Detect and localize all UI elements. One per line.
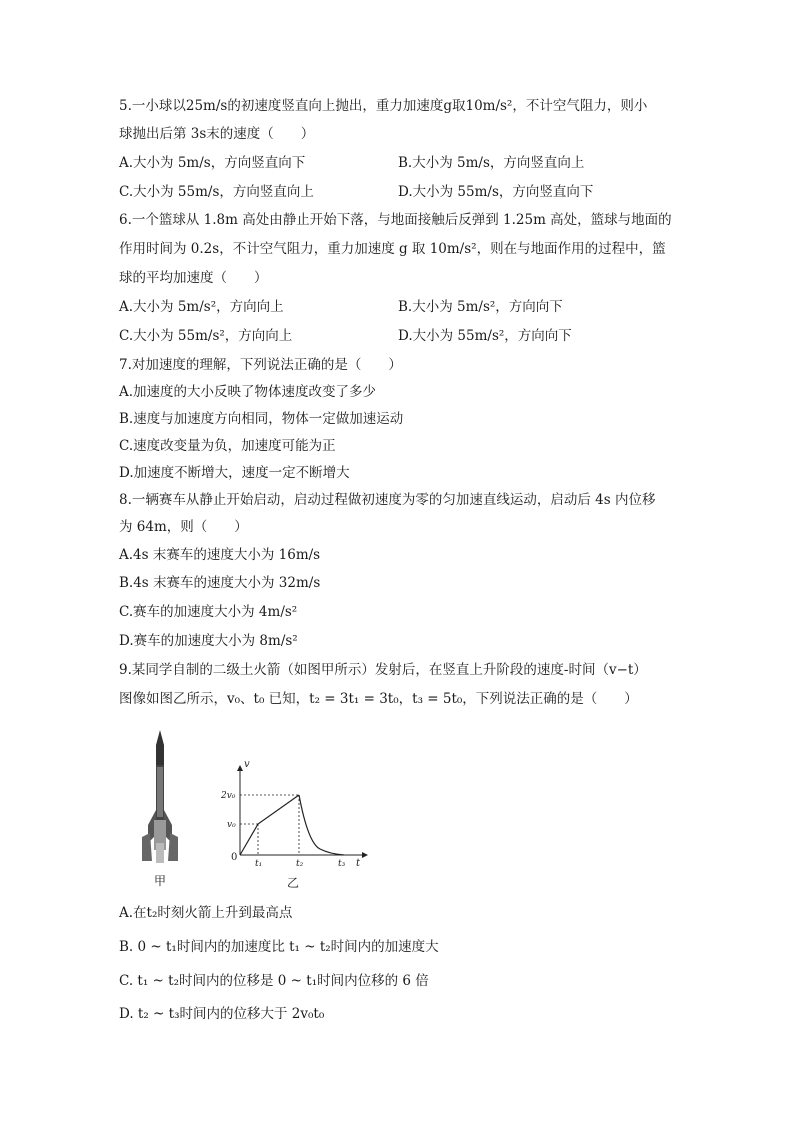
- q9-option-d: D. t₂ ~ t₃时间内的位移大于 2v₀t₀: [119, 1006, 325, 1022]
- label-t2: t₂: [296, 859, 304, 869]
- q8-stem-line1: 8.一辆赛车从静止开始启动，启动过程做初速度为零的匀加速直线运动，启动后 4s 内位移: [119, 492, 656, 508]
- q6-stem-line1: 6.一个篮球从 1.8m 高处由静止开始下落，与地面接触后反弹到 1.25m 高处，篮球与地面的: [119, 212, 672, 228]
- q8-option-b: B.4s 末赛车的速度大小为 32m/s: [119, 575, 321, 591]
- label-2v0: 2v₀: [221, 791, 236, 801]
- t-axis-arrow: [362, 852, 368, 858]
- q5-stem-line1: 5.一小球以25m/s的初速度竖直向上抛出，重力加速度g取10m/s²，不计空气阻力，则小: [119, 98, 648, 114]
- q6-option-a: A.大小为 5m/s²，方向向上: [119, 299, 284, 315]
- q8-stem-line2: 为 64m，则（ ）: [119, 519, 248, 535]
- label-t1: t₁: [255, 859, 263, 869]
- q7-stem-line1: 7.对加速度的理解，下列说法正确的是（ ）: [119, 357, 402, 373]
- q5-stem-line2: 球抛出后第 3s末的速度（ ）: [119, 126, 315, 142]
- label-t-axis: t: [356, 858, 361, 869]
- q6-stem-line2: 作用时间为 0.2s，不计空气阻力，重力加速度 g 取 10m/s²，则在与地面作用的过程中，篮: [119, 241, 666, 257]
- q7-option-a: A.加速度的大小反映了物体速度改变了多少: [119, 384, 377, 400]
- q5-option-d: D.大小为 55m/s，方向竖直向下: [398, 184, 594, 200]
- q8-option-d: D.赛车的加速度大小为 8m/s²: [119, 633, 298, 649]
- figure-drawing: [130, 725, 370, 895]
- q9-stem-line2: 图像如图乙所示，v₀、t₀ 已知，t₂ = 3t₁ = 3t₀，t₃ = 5t₀，下列说法正确的是（ ）: [119, 691, 638, 707]
- q9-figure: [130, 725, 370, 895]
- label-v0: v₀: [227, 820, 236, 830]
- q6-stem-line3: 球的平均加速度（ ）: [119, 270, 268, 286]
- label-yi: 乙: [286, 876, 300, 890]
- q6-option-d: D.大小为 55m/s²，方向向下: [398, 328, 572, 344]
- vt-graph: [220, 759, 368, 869]
- vt-curve-decel: [299, 795, 344, 855]
- q9-option-a: A.在t₂时刻火箭上升到最高点: [119, 905, 293, 921]
- vt-line-accel: [240, 795, 299, 855]
- q8-option-c: C.赛车的加速度大小为 4m/s²: [119, 604, 298, 620]
- label-jia: 甲: [153, 874, 167, 888]
- rocket-illustration: [142, 730, 178, 863]
- q7-option-c: C.速度改变量为负，加速度可能为正: [119, 438, 336, 454]
- label-origin: 0: [231, 852, 238, 863]
- q8-option-a: A.4s 末赛车的速度大小为 16m/s: [119, 547, 321, 563]
- q7-option-d: D.加速度不断增大，速度一定不断增大: [119, 465, 350, 481]
- q6-option-c: C.大小为 55m/s²，方向向上: [119, 328, 293, 344]
- v-axis-arrow: [237, 765, 243, 771]
- q9-stem-line1: 9.某同学自制的二级土火箭（如图甲所示）发射后，在竖直上升阶段的速度-时间（v−t）: [119, 662, 647, 678]
- q6-option-b: B.大小为 5m/s²，方向向下: [398, 299, 563, 315]
- q5-option-a: A.大小为 5m/s，方向竖直向下: [119, 155, 306, 171]
- q5-option-c: C.大小为 55m/s，方向竖直向上: [119, 184, 314, 200]
- q9-option-c: C. t₁ ~ t₂时间内的位移是 0 ~ t₁时间内位移的 6 倍: [119, 973, 429, 989]
- label-v-axis: v: [244, 759, 250, 770]
- q5-option-b: B.大小为 5m/s，方向竖直向上: [398, 155, 585, 171]
- q7-option-b: B.速度与加速度方向相同，物体一定做加速运动: [119, 411, 404, 427]
- q9-option-b: B. 0 ~ t₁时间内的加速度比 t₁ ~ t₂时间内的加速度大: [119, 939, 439, 955]
- label-t3: t₃: [338, 859, 346, 869]
